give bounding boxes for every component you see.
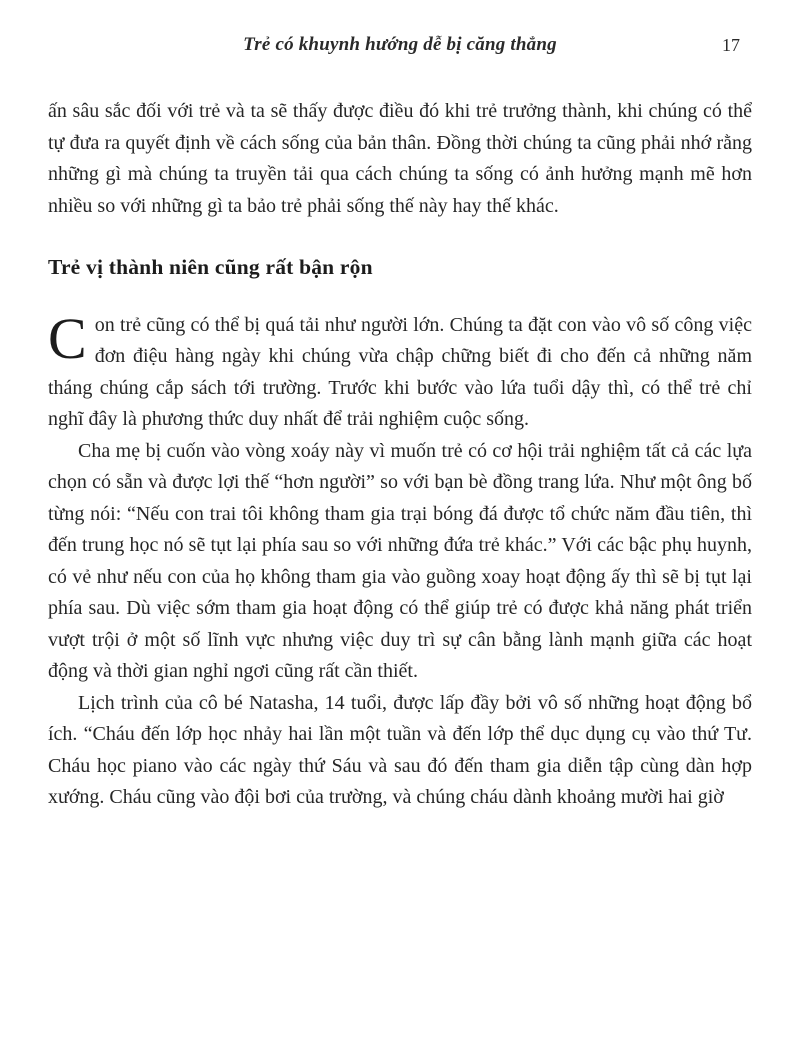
dropcap-paragraph <box>48 305 752 436</box>
intro-paragraph: ấn sâu sắc đối với trẻ và ta sẽ thấy được điều đó khi trẻ trưởng thành, khi chúng có thể tự đưa ra quyết định về cách sống của bản thân. Đồng thời chúng ta cũng phải nhớ rằng những gì mà chúng ta truyền tải qua cách chúng ta sống có ảnh hưởng mạnh mẽ hơn nhiều so với những gì ta bảo trẻ phải sống thế này hay thế khác. <box>48 100 752 217</box>
section-heading: Trẻ vị thành niên cũng rất bận rộn <box>48 255 373 279</box>
paragraph-parents: Cha mẹ bị cuốn vào vòng xoáy này vì muốn trẻ có cơ hội trải nghiệm tất cả các lựa chọn có sẵn và được lợi thế “hơn người” so với bạn bè đồng trang lứa. Như một ông bố từng nói: “Nếu con trai tôi không tham gia trại bóng đá được tổ chức năm đầu tiên, thì đến trung học nó sẽ tụt lại phía sau so với những đứa trẻ khác.” Với các bậc phụ huynh, có vẻ như nếu con của họ không tham gia vào guồng xoay hoạt động ấy thì sẽ bị tụt lại phía sau. Dù việc sớm tham gia hoạt động có thể giúp trẻ có được khả năng phát triển vượt trội ở một số lĩnh vực nhưng việc duy trì sự cân bằng lành mạnh giữa các hoạt động và thời gian nghỉ ngơi cũng rất cần thiết. <box>48 439 752 682</box>
page-body <box>48 96 752 814</box>
page-number: 17 <box>722 35 740 55</box>
dropcap-paragraph-text: on trẻ cũng có thể bị quá tải như người lớn. Chúng ta đặt con vào vô số công việc đơn điệu hàng ngày khi chúng vừa chập chững biết đi cho đến cả những năm tháng chúng cắp sách tới trường. Trước khi bước vào lứa tuổi dậy thì, có thể trẻ chỉ nghĩ đây là phương thức duy nhất để trải nghiệm cuộc sống. <box>48 313 752 430</box>
paragraph-natasha: Lịch trình của cô bé Natasha, 14 tuổi, được lấp đầy bởi vô số những hoạt động bổ ích. “Cháu đến lớp học nhảy hai lần một tuần và đến lớp thể dục dụng cụ vào thứ Tư. Cháu học piano vào các ngày thứ Sáu và sau đó đến tham gia diễn tập cùng dàn hợp xướng. Cháu cũng vào đội bơi của trường, và chúng cháu dành khoảng mười hai giờ <box>48 691 752 808</box>
drop-cap: C <box>48 305 87 371</box>
running-title: Trẻ có khuynh hướng dễ bị căng thẳng <box>243 34 557 55</box>
page-header <box>48 34 752 60</box>
